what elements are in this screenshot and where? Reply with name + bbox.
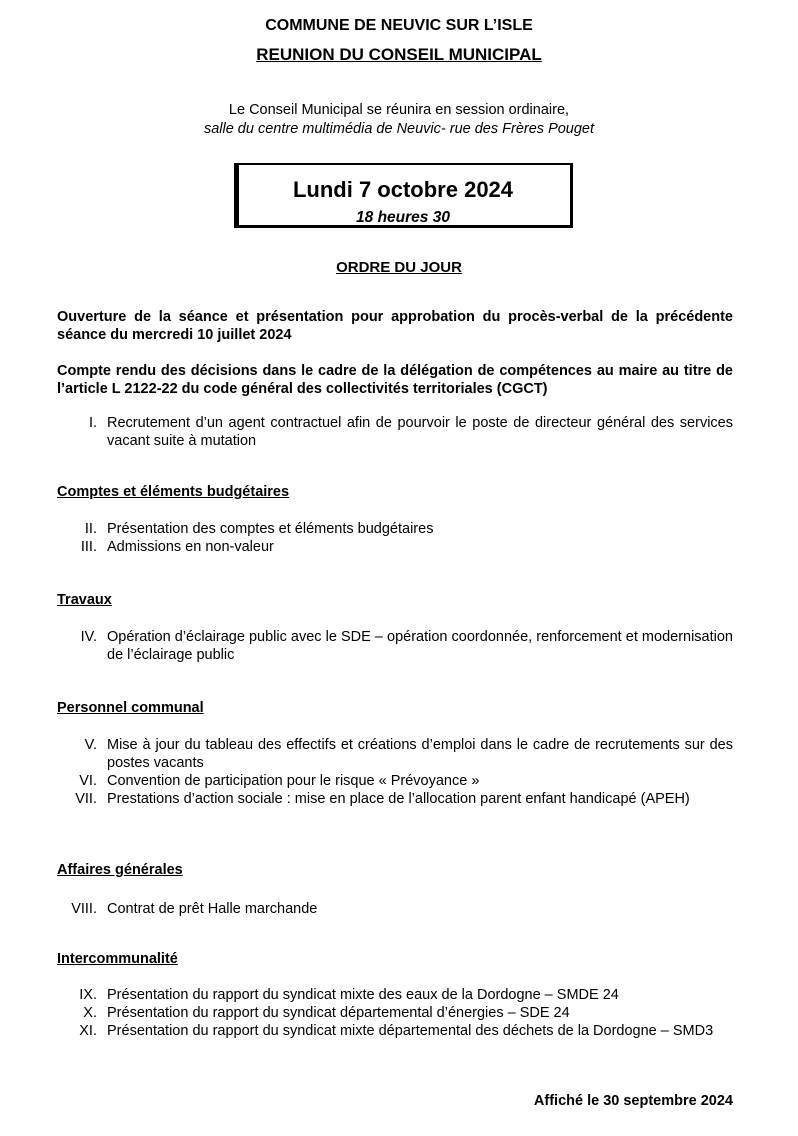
item-text: Opération d’éclairage public avec le SDE – opération coordonnée, renforcement et modernisation de l’éclairage public [107,629,733,663]
list-item [57,1022,733,1040]
item-text: Recrutement d’un agent contractuel afin de pourvoir le poste de directeur général des services vacant suite à mutation [107,415,733,449]
report-paragraph: Compte rendu des décisions dans le cadre de la délégation de compétences au maire au titre de l’article L 2122-22 du code général des collectivités territoriales (CGCT) [57,363,733,397]
list-item [57,520,733,538]
item-text: Prestations d’action sociale : mise en place de l’allocation parent enfant handicapé (APEH) [107,791,690,807]
item-text: Mise à jour du tableau des effectifs et créations d’emploi dans le cadre de recrutements sur des postes vacants [107,737,733,771]
intro-text [0,101,798,139]
item-number: VI. [79,773,97,789]
list-item [57,986,733,1004]
section-heading-general: Affaires générales [57,862,183,878]
item-text: Présentation des comptes et éléments budgétaires [107,521,434,537]
list-item [57,790,733,808]
agenda-title: ORDRE DU JOUR [336,259,462,276]
item-text: Présentation du rapport du syndicat mixte départemental des déchets de la Dordogne – SMD3 [107,1023,714,1039]
meeting-date: Lundi 7 octobre 2024 [292,177,514,202]
section-heading-intercommunal: Intercommunalité [57,951,178,967]
list-item [57,900,733,918]
item-text: Contrat de prêt Halle marchande [107,901,318,917]
item-number: X. [83,1005,97,1021]
date-box [234,163,573,228]
list-item [57,628,733,664]
item-number: XI. [79,1023,97,1039]
commune-title: COMMUNE DE NEUVIC SUR L’ISLE [265,17,533,34]
item-text: Convention de participation pour le risque « Prévoyance » [107,773,480,789]
item-number: II. [84,521,97,537]
item-number: IX. [79,987,97,1003]
list-item [57,736,733,772]
meeting-time: 18 heures 30 [356,209,450,226]
item-text: Admissions en non-valeur [107,539,274,555]
item-number: VII. [75,791,97,807]
item-number: I. [88,415,97,431]
item-number: III. [80,539,97,555]
list-item [57,772,733,790]
list-item [57,414,733,450]
intro-line-2: salle du centre multimédia de Neuvic- rue des Frères Pouget [203,121,595,137]
item-number: VIII. [71,901,97,917]
intro-line-1: Le Conseil Municipal se réunira en session ordinaire, [228,102,570,118]
item-number: IV. [80,629,97,645]
meeting-title: REUNION DU CONSEIL MUNICIPAL [256,45,542,64]
section-heading-works: Travaux [57,592,112,608]
list-item [57,1004,733,1022]
section-heading-budget: Comptes et éléments budgétaires [57,484,290,500]
section-heading-staff: Personnel communal [57,700,204,716]
posting-date: Affiché le 30 septembre 2024 [533,1093,733,1109]
item-number: V. [84,737,97,753]
opening-paragraph: Ouverture de la séance et présentation pour approbation du procès-verbal de la précédente séance du mercredi 10 juillet 2024 [57,309,733,343]
list-item [57,538,733,556]
item-text: Présentation du rapport du syndicat départemental d’énergies – SDE 24 [107,1005,570,1021]
item-text: Présentation du rapport du syndicat mixte des eaux de la Dordogne – SMDE 24 [107,987,619,1003]
